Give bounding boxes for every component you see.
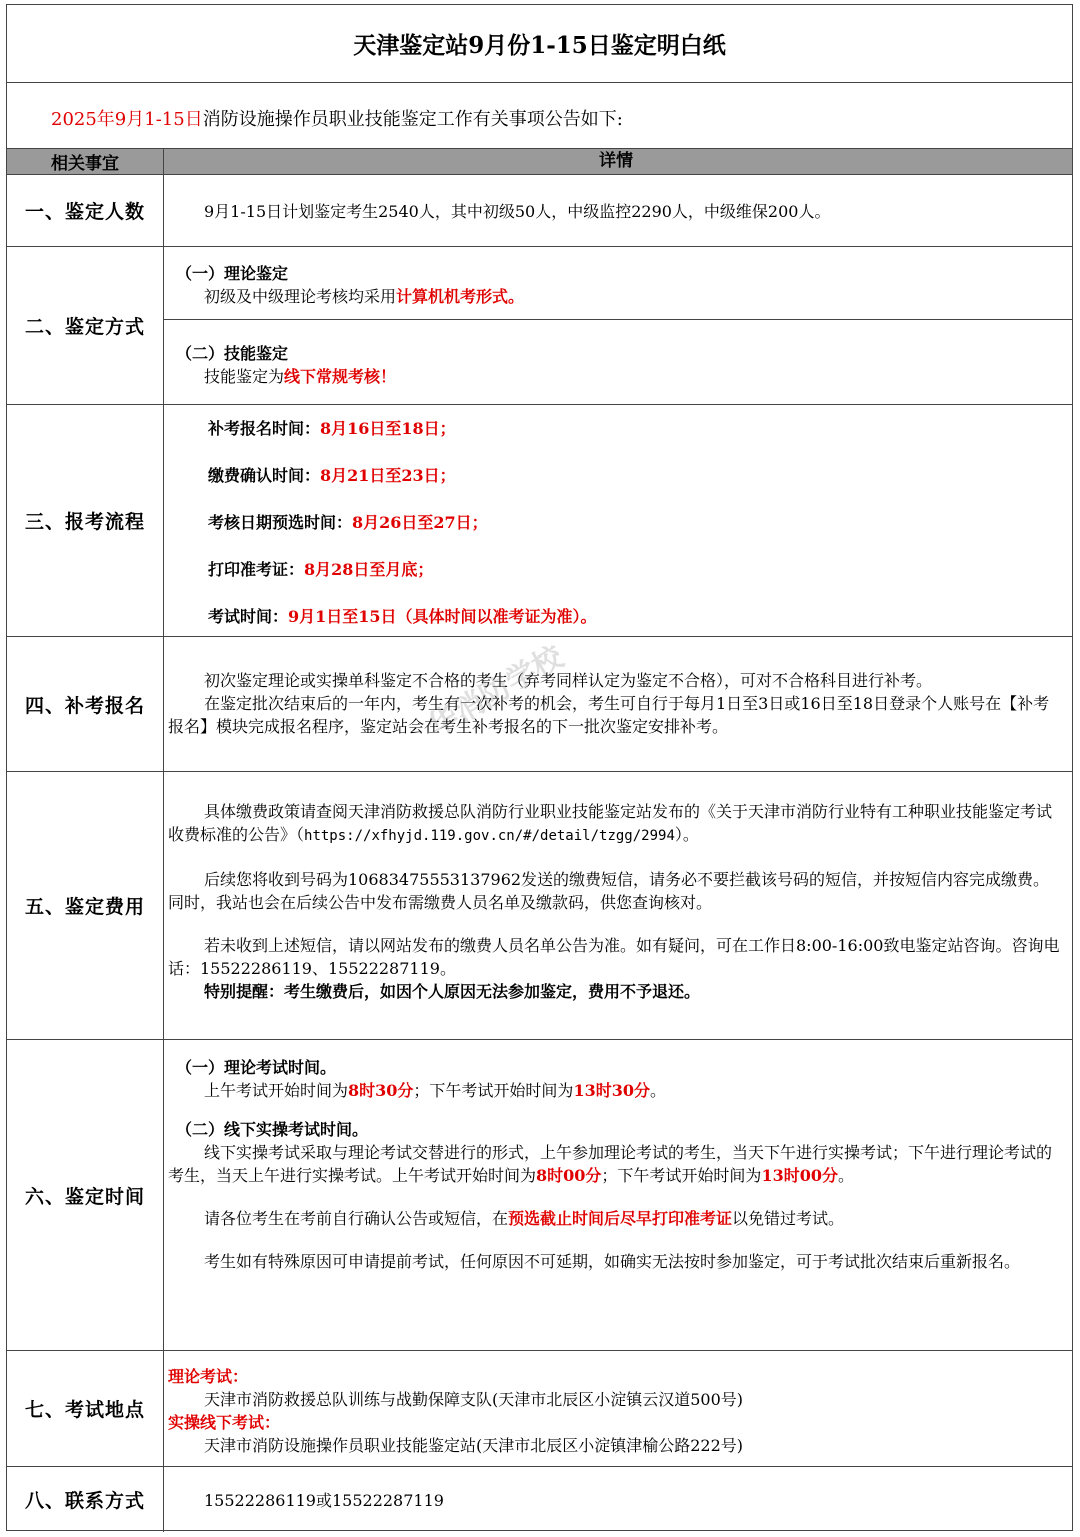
section-text: 考生如有特殊原因可申请提前考试，任何原因不可延期，如确实无法按时参加鉴定，可于考试批次结束后重新报名。	[204, 1252, 1021, 1271]
section-contact	[7, 1467, 1072, 1532]
process-item: 打印准考证：8月28日至月底；	[208, 560, 434, 579]
section-text: 后续您将收到号码为10683475553137962发送的缴费短信，请务必不要拦截该号码的短信，并按短信内容完成缴费。同时，我站也会在后续公告中发布需缴费人员名单及缴款码，供您查询核对。	[168, 870, 1050, 912]
process-item: 缴费确认时间：8月21日至23日；	[208, 466, 456, 485]
section-fees	[7, 772, 1072, 1040]
header-col-topic: 相关事宜	[7, 149, 164, 174]
policy-link[interactable]: https://xfhyjd.119.gov.cn/#/detail/tzgg/2994	[304, 828, 675, 844]
section-text: 初次鉴定理论或实操单科鉴定不合格的考生（弃考同样认定为鉴定不合格），可对不合格科目进行补考。	[204, 671, 933, 690]
subsection-skill	[164, 320, 1072, 405]
subsection-text: 初级及中级理论考核均采用	[204, 287, 397, 306]
highlight-text: 线下常规考核！	[284, 367, 397, 386]
section-schedule	[7, 1040, 1072, 1351]
subsection-theory	[164, 247, 1072, 320]
section-process	[7, 405, 1072, 637]
section-label: 六、鉴定时间	[7, 1040, 164, 1350]
section-text: 9月1-15日计划鉴定考生2540人，其中初级50人，中级监控2290人，中级维保200人。	[204, 202, 831, 221]
subsection-title: （一）理论鉴定	[176, 264, 289, 283]
special-reminder: 特别提醒：考生缴费后，如因个人原因无法参加鉴定，费用不予退还。	[204, 982, 701, 1001]
intro-line	[7, 83, 1072, 149]
contact-phones: 15522286119或15522287119	[204, 1491, 444, 1510]
section-label: 二、鉴定方式	[7, 247, 164, 404]
section-label: 一、鉴定人数	[7, 175, 164, 246]
location-type: 理论考试：	[168, 1367, 249, 1386]
subsection-title: （一）理论考试时间。	[176, 1058, 337, 1077]
subsection-text: 技能鉴定为	[204, 367, 285, 386]
table-header	[7, 149, 1072, 175]
section-label: 七、考试地点	[7, 1351, 164, 1466]
location-address: 天津市消防救援总队训练与战勤保障支队(天津市北辰区小淀镇云汉道500号)	[204, 1390, 744, 1409]
section-retake	[7, 637, 1072, 772]
process-item: 补考报名时间：8月16日至18日；	[208, 419, 456, 438]
process-item: 考试时间：9月1日至15日（具体时间以准考证为准）。	[208, 607, 597, 626]
section-text: 在鉴定批次结束后的一年内，考生有一次补考的机会，考生可自行于每月1日至3日或16日至18日登录个人账号在【补考报名】模块完成报名程序，鉴定站会在考生补考报名的下一批次鉴定安排补考。	[168, 694, 1050, 736]
process-item: 考核日期预选时间：8月26日至27日；	[208, 513, 488, 532]
theory-times: 上午考试开始时间为8时30分；下午考试开始时间为13时30分。	[204, 1081, 666, 1100]
section-count	[7, 175, 1072, 247]
section-label: 五、鉴定费用	[7, 772, 164, 1039]
location-address: 天津市消防设施操作员职业技能鉴定站(天津市北辰区小淀镇津榆公路222号)	[204, 1436, 744, 1455]
highlight-text: 计算机机考形式。	[396, 287, 525, 306]
subsection-title: （二）线下实操考试时间。	[176, 1120, 369, 1139]
section-text: 若未收到上述短信，请以网站发布的缴费人员名单公告为准。如有疑问，可在工作日8:00-16:00致电鉴定站咨询。咨询电话：15522286119、15522287119。	[168, 936, 1060, 978]
subsection-title: （二）技能鉴定	[176, 344, 289, 363]
header-col-detail: 详情	[599, 151, 633, 171]
section-label: 四、补考报名	[7, 637, 164, 771]
section-method	[7, 247, 1072, 405]
location-type: 实操线下考试：	[168, 1413, 281, 1432]
intro-date: 2025年9月1-15日	[51, 109, 203, 130]
practical-times: 线下实操考试采取与理论考试交替进行的形式，上午参加理论考试的考生，当天下午进行实操考试；下午进行理论考试的考生，当天上午进行实操考试。上午考试开始时间为8时00分；下午考试开始时间为13时00分。	[168, 1143, 1053, 1185]
watermark: 华消防学校	[421, 639, 570, 745]
section-label: 八、联系方式	[7, 1467, 164, 1532]
document-table	[6, 4, 1073, 1531]
intro-text: 消防设施操作员职业技能鉴定工作有关事项公告如下:	[202, 109, 623, 130]
page-title: 天津鉴定站9月份1-15日鉴定明白纸	[7, 5, 1072, 83]
fee-policy-text: 具体缴费政策请查阅天津消防救援总队消防行业职业技能鉴定站发布的《关于天津市消防行业特有工种职业技能鉴定考试收费标准的公告》（https://xfhyjd.119.gov.cn/#/detail/tzgg/2994）。	[168, 802, 1053, 844]
confirm-notice: 请各位考生在考前自行确认公告或短信，在预选截止时间后尽早打印准考证以免错过考试。	[204, 1209, 845, 1228]
section-label: 三、报考流程	[7, 405, 164, 636]
section-location	[7, 1351, 1072, 1467]
